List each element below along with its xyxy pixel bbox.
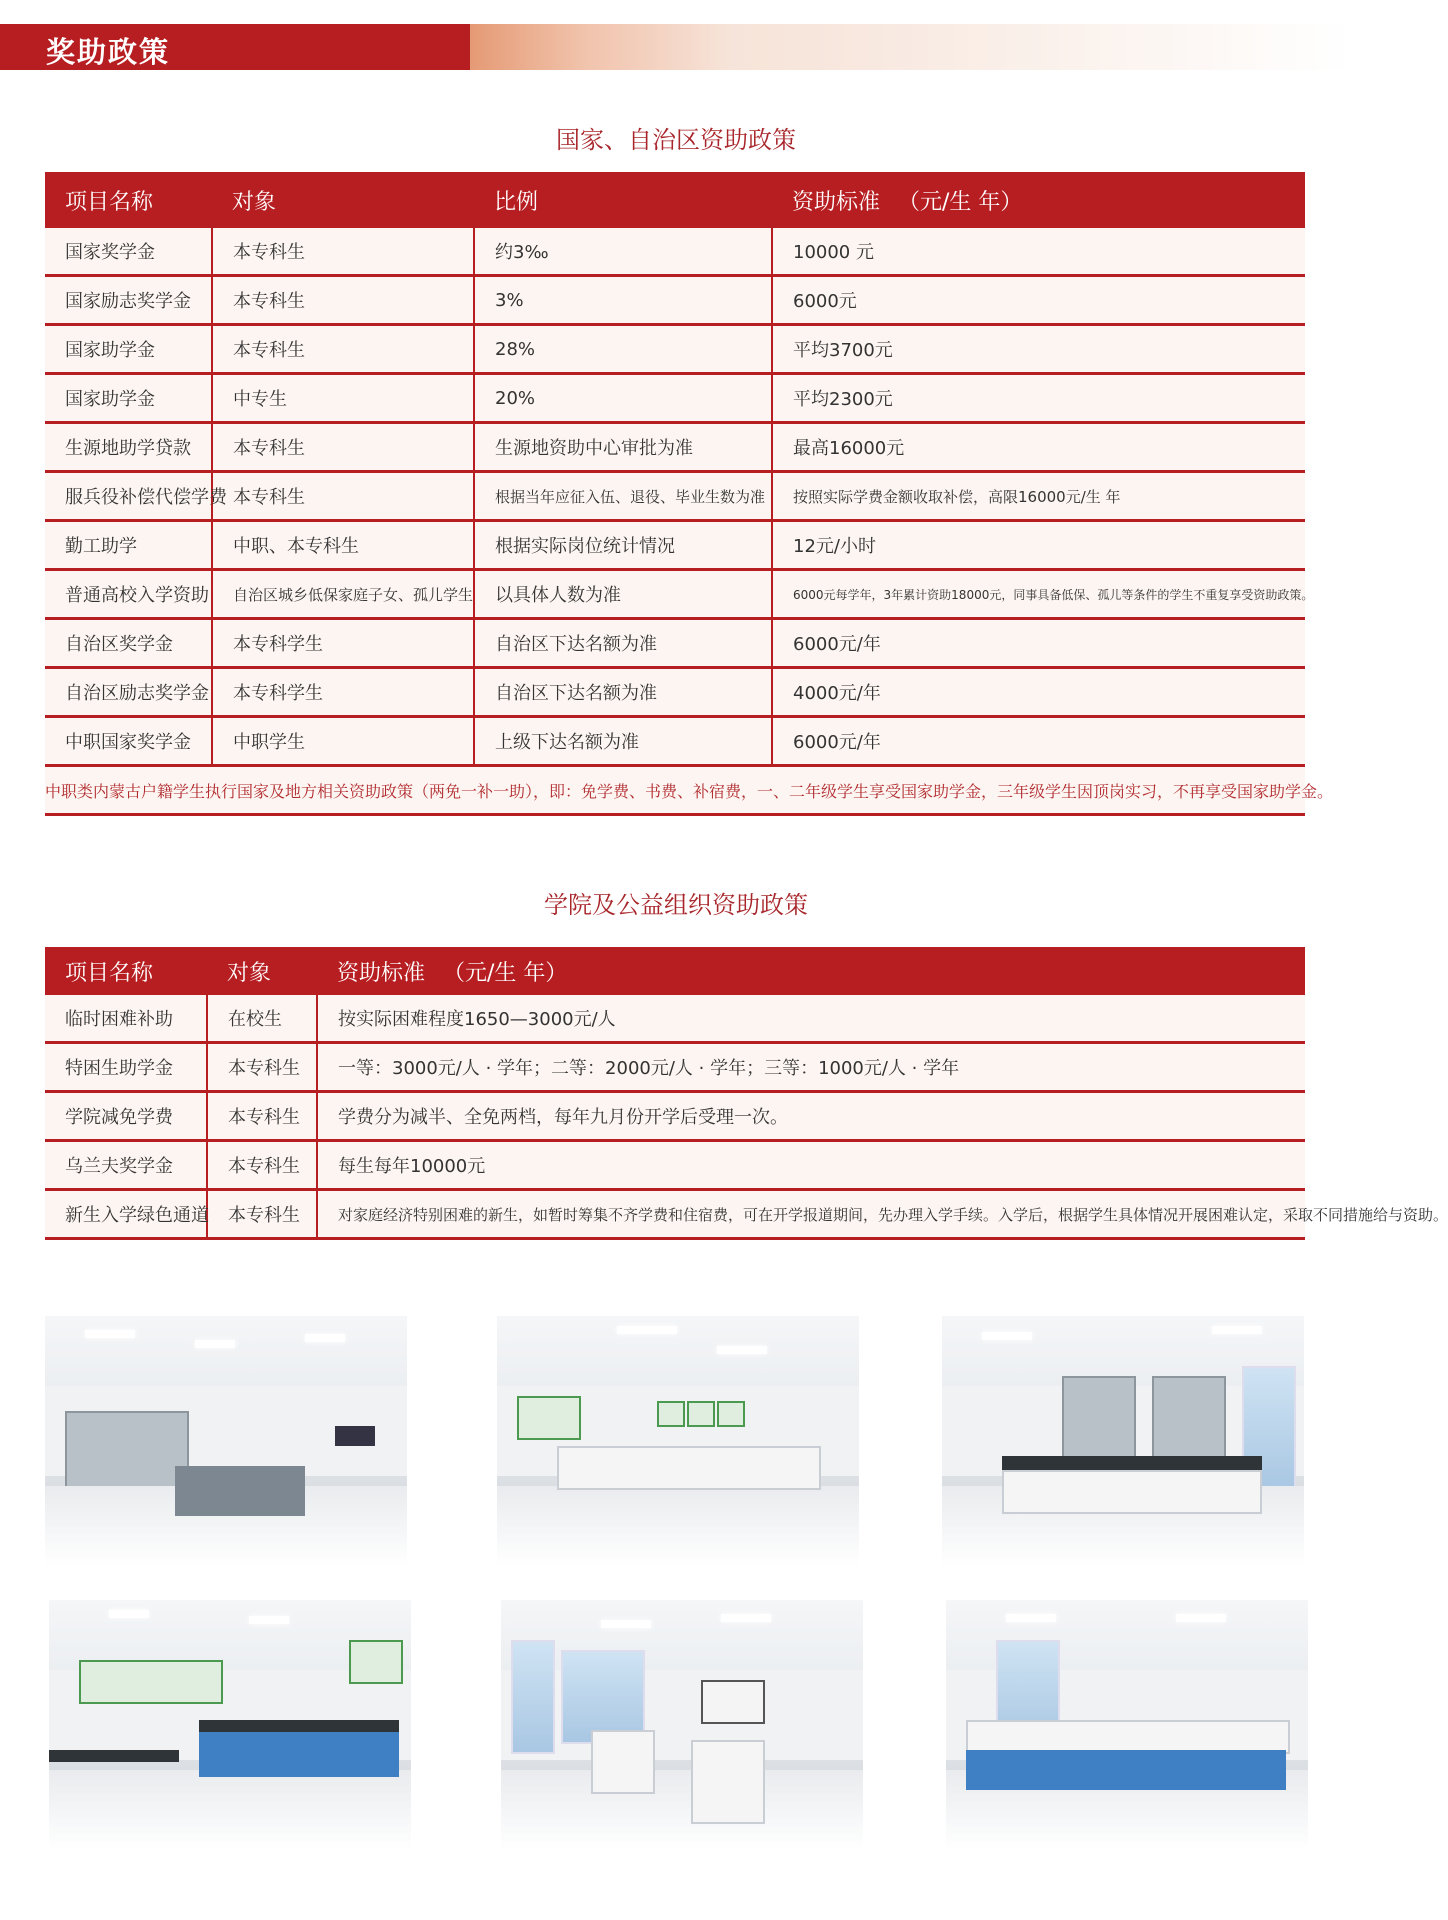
cell-target: 本专科生: [207, 1092, 317, 1141]
national-policy-table: [45, 172, 1334, 816]
cell-target: 本专科生: [212, 423, 474, 472]
header-unit: （元/生 年）: [443, 960, 568, 986]
table-row: [45, 619, 1305, 668]
header-name: 项目名称: [45, 172, 212, 228]
table-row: [45, 995, 1305, 1043]
table-row: [45, 668, 1305, 717]
cell-target: 本专科学生: [212, 619, 474, 668]
cell-target: 本专科生: [207, 1043, 317, 1092]
cell-name: 中职国家奖学金: [45, 717, 212, 766]
table-row: [45, 276, 1305, 325]
table-row: [45, 1043, 1305, 1092]
college-policy-table: [45, 947, 1448, 1240]
header-standard: [317, 947, 1305, 995]
cell-standard: 对家庭经济特别困难的新生，如暂时筹集不齐学费和住宿费，可在开学报道期间，先办理入学手续。入学后，根据学生具体情况开展困难认定，采取不同措施给与资助。: [317, 1190, 1305, 1239]
cell-standard: 4000元/年: [772, 668, 1305, 717]
table-row: [45, 717, 1305, 766]
cell-name: 生源地助学贷款: [45, 423, 212, 472]
header-name: 项目名称: [45, 947, 207, 995]
cell-name: 服兵役补偿代偿学费: [45, 472, 212, 521]
cell-target: 本专科生: [212, 325, 474, 374]
cell-ratio: 自治区下达名额为准: [474, 668, 772, 717]
cell-target: 本专科生: [212, 276, 474, 325]
table-row: [45, 228, 1305, 276]
cell-standard: 6000元每学年，3年累计资助18000元，同事具备低保、孤儿等条件的学生不重复享受资助政策。: [772, 570, 1305, 619]
cell-standard: 10000 元: [772, 228, 1305, 276]
banner-title: 奖助政策: [46, 35, 171, 69]
header-standard-label: 资助标准: [337, 960, 426, 986]
cell-target: 本专科学生: [212, 668, 474, 717]
table-note: 中职类内蒙古户籍学生执行国家及地方相关资助政策（两免一补一助），即：免学费、书费、补宿费，一、二年级学生享受国家助学金，三年级学生因顶岗实习，不再享受国家助学金。: [45, 766, 1305, 815]
header-standard-label: 资助标准: [792, 189, 881, 215]
cell-name: 学院减免学费: [45, 1092, 207, 1141]
cell-target: 本专科生: [212, 472, 474, 521]
cell-target: 中职学生: [212, 717, 474, 766]
cell-ratio: 自治区下达名额为准: [474, 619, 772, 668]
cell-standard: 6000元: [772, 276, 1305, 325]
cell-standard: 一等：3000元/人 · 学年；二等：2000元/人 · 学年；三等：1000元/人 · 学年: [317, 1043, 1305, 1092]
cell-name: 国家助学金: [45, 325, 212, 374]
cell-name: 乌兰夫奖学金: [45, 1141, 207, 1190]
cell-ratio: 上级下达名额为准: [474, 717, 772, 766]
cell-name: 国家奖学金: [45, 228, 212, 276]
cell-name: 临时困难补助: [45, 995, 207, 1043]
cell-name: 勤工助学: [45, 521, 212, 570]
cell-standard: 每生每年10000元: [317, 1141, 1305, 1190]
banner-gradient: [470, 24, 730, 70]
header-unit: （元/生 年）: [898, 189, 1023, 215]
cell-target: 中职、本专科生: [212, 521, 474, 570]
table-row: [45, 325, 1305, 374]
cell-target: 中专生: [212, 374, 474, 423]
cell-target: 本专科生: [212, 228, 474, 276]
cell-target: 在校生: [207, 995, 317, 1043]
cell-ratio: 约3‰: [474, 228, 772, 276]
cell-name: 普通高校入学资助: [45, 570, 212, 619]
cell-standard: 平均2300元: [772, 374, 1305, 423]
cell-ratio: 28%: [474, 325, 772, 374]
cell-ratio: 3%: [474, 276, 772, 325]
college-section-title: 学院及公益组织资助政策: [544, 891, 808, 919]
table-note-row: [45, 766, 1305, 815]
table-row: [45, 1141, 1305, 1190]
cell-target: 自治区城乡低保家庭子女、孤儿学生: [212, 570, 474, 619]
lab-photo-5: [501, 1600, 863, 1850]
cell-name: 自治区励志奖学金: [45, 668, 212, 717]
table-row: [45, 570, 1305, 619]
cell-name: 特困生助学金: [45, 1043, 207, 1092]
cell-standard: 6000元/年: [772, 717, 1305, 766]
cell-standard: 最高16000元: [772, 423, 1305, 472]
table-row: [45, 1092, 1305, 1141]
table-row: [45, 521, 1305, 570]
cell-ratio: 根据当年应征入伍、退役、毕业生数为准: [474, 472, 772, 521]
header-target: 对象: [207, 947, 317, 995]
cell-standard: 平均3700元: [772, 325, 1305, 374]
table-row: [45, 1190, 1305, 1239]
table-row: [45, 472, 1305, 521]
header-ratio: 比例: [474, 172, 772, 228]
lab-photo-1: [45, 1316, 407, 1566]
cell-target: 本专科生: [207, 1190, 317, 1239]
section-banner: [0, 24, 1352, 70]
table-header-row: [45, 947, 1305, 995]
cell-name: 国家励志奖学金: [45, 276, 212, 325]
table-row: [45, 374, 1305, 423]
lab-photo-4: [49, 1600, 411, 1850]
national-section-title: 国家、自治区资助政策: [556, 126, 796, 154]
cell-ratio: 根据实际岗位统计情况: [474, 521, 772, 570]
header-standard: [772, 172, 1305, 228]
cell-name: 国家助学金: [45, 374, 212, 423]
cell-ratio: 生源地资助中心审批为准: [474, 423, 772, 472]
table-header-row: [45, 172, 1305, 228]
cell-name: 自治区奖学金: [45, 619, 212, 668]
header-target: 对象: [212, 172, 474, 228]
cell-ratio: 以具体人数为准: [474, 570, 772, 619]
lab-photo-3: [942, 1316, 1304, 1566]
cell-standard: 6000元/年: [772, 619, 1305, 668]
table-row: [45, 423, 1305, 472]
cell-target: 本专科生: [207, 1141, 317, 1190]
cell-standard: 按照实际学费金额收取补偿，高限16000元/生 年: [772, 472, 1305, 521]
cell-standard: 12元/小时: [772, 521, 1305, 570]
cell-standard: 按实际困难程度1650—3000元/人: [317, 995, 1305, 1043]
cell-standard: 学费分为减半、全免两档，每年九月份开学后受理一次。: [317, 1092, 1305, 1141]
cell-ratio: 20%: [474, 374, 772, 423]
cell-name: 新生入学绿色通道: [45, 1190, 207, 1239]
lab-photo-2: [497, 1316, 859, 1566]
lab-photo-6: [946, 1600, 1308, 1850]
